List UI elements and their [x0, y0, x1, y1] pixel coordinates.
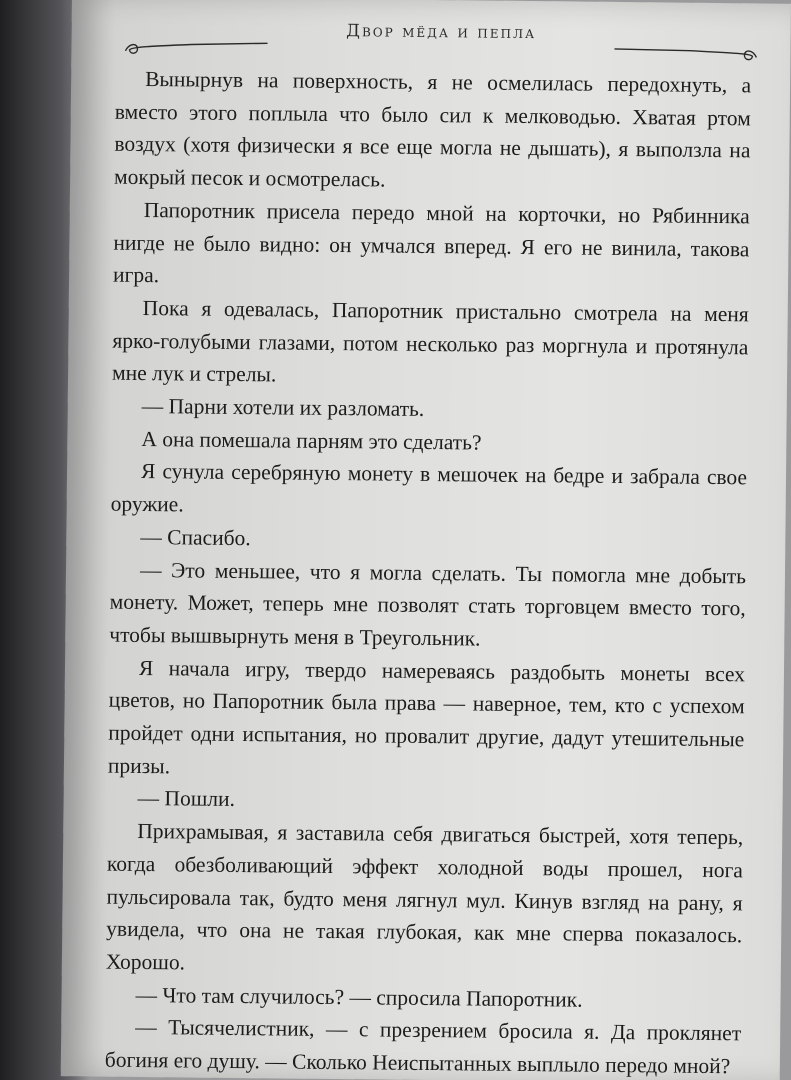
- paragraph: Вынырнув на поверхность, я не осмелилась передохнуть, а вместо этого поплыла что было сил к мелководью. Хватая ртом воздух (хотя физически я все еще могла не дышать), я выползла на мокрый песок и осмотрелась.: [114, 67, 752, 192]
- book-page: [61, 0, 791, 1080]
- paragraph: — Спасибо.: [140, 524, 251, 550]
- paragraph: — Тысячелистник, — с презрением бросила я. Да проклянет богиня его душу. — Сколько Неиспытанных выплыло передо мной?: [104, 1015, 742, 1079]
- paragraph: — Это меньшее, что я могла сделать. Ты помогла мне добыть монету. Может, теперь мне позволят стать торговцем вместо того, чтобы вышвырнуть меня в Треугольник.: [109, 557, 747, 651]
- paragraph: — Парни хотели их разломать.: [141, 394, 425, 421]
- paragraph: Прихрамывая, я заставила себя двигаться быстрей, хотя теперь, когда обезболивающий эффект холодной воды прошел, нога пульсировала так, будто меня лягнул мул. Кинув взгляд на рану, я увидела, что она не такая глубокая, как мне сперва показалось. Хорошо.: [105, 819, 744, 975]
- right-flourish-ornament: [610, 34, 760, 66]
- paragraph: Я сунула серебряную монету в мешочек на бедре и забрала свое оружие.: [110, 459, 748, 517]
- paragraph: А она помешала парням это сделать?: [141, 426, 482, 455]
- page-header: [121, 11, 760, 64]
- paragraph: Пока я одевалась, Папоротник пристально смотрела на меня ярко-голубыми глазами, потом несколько раз моргнула и протянула мне лук и стрелы.: [111, 295, 749, 387]
- body-text: [105, 63, 752, 1080]
- running-title: Двор мёда и пепла: [346, 21, 537, 44]
- paragraph: — Что там случилось? — спросила Папоротник.: [135, 982, 583, 1012]
- paragraph: — Пошли.: [137, 786, 236, 812]
- paragraph: Я начала игру, твердо намереваясь раздобыть монеты всех цветов, но Папоротник была права — наверное, тем, кто с успехом пройдет одни испытания, но провалит другие, дадут утешительные призы.: [107, 655, 746, 779]
- paragraph: Папоротник присела передо мной на корточки, но Рябинника нигде не было видно: он умчался вперед. Я его не винила, такова игра.: [112, 197, 750, 288]
